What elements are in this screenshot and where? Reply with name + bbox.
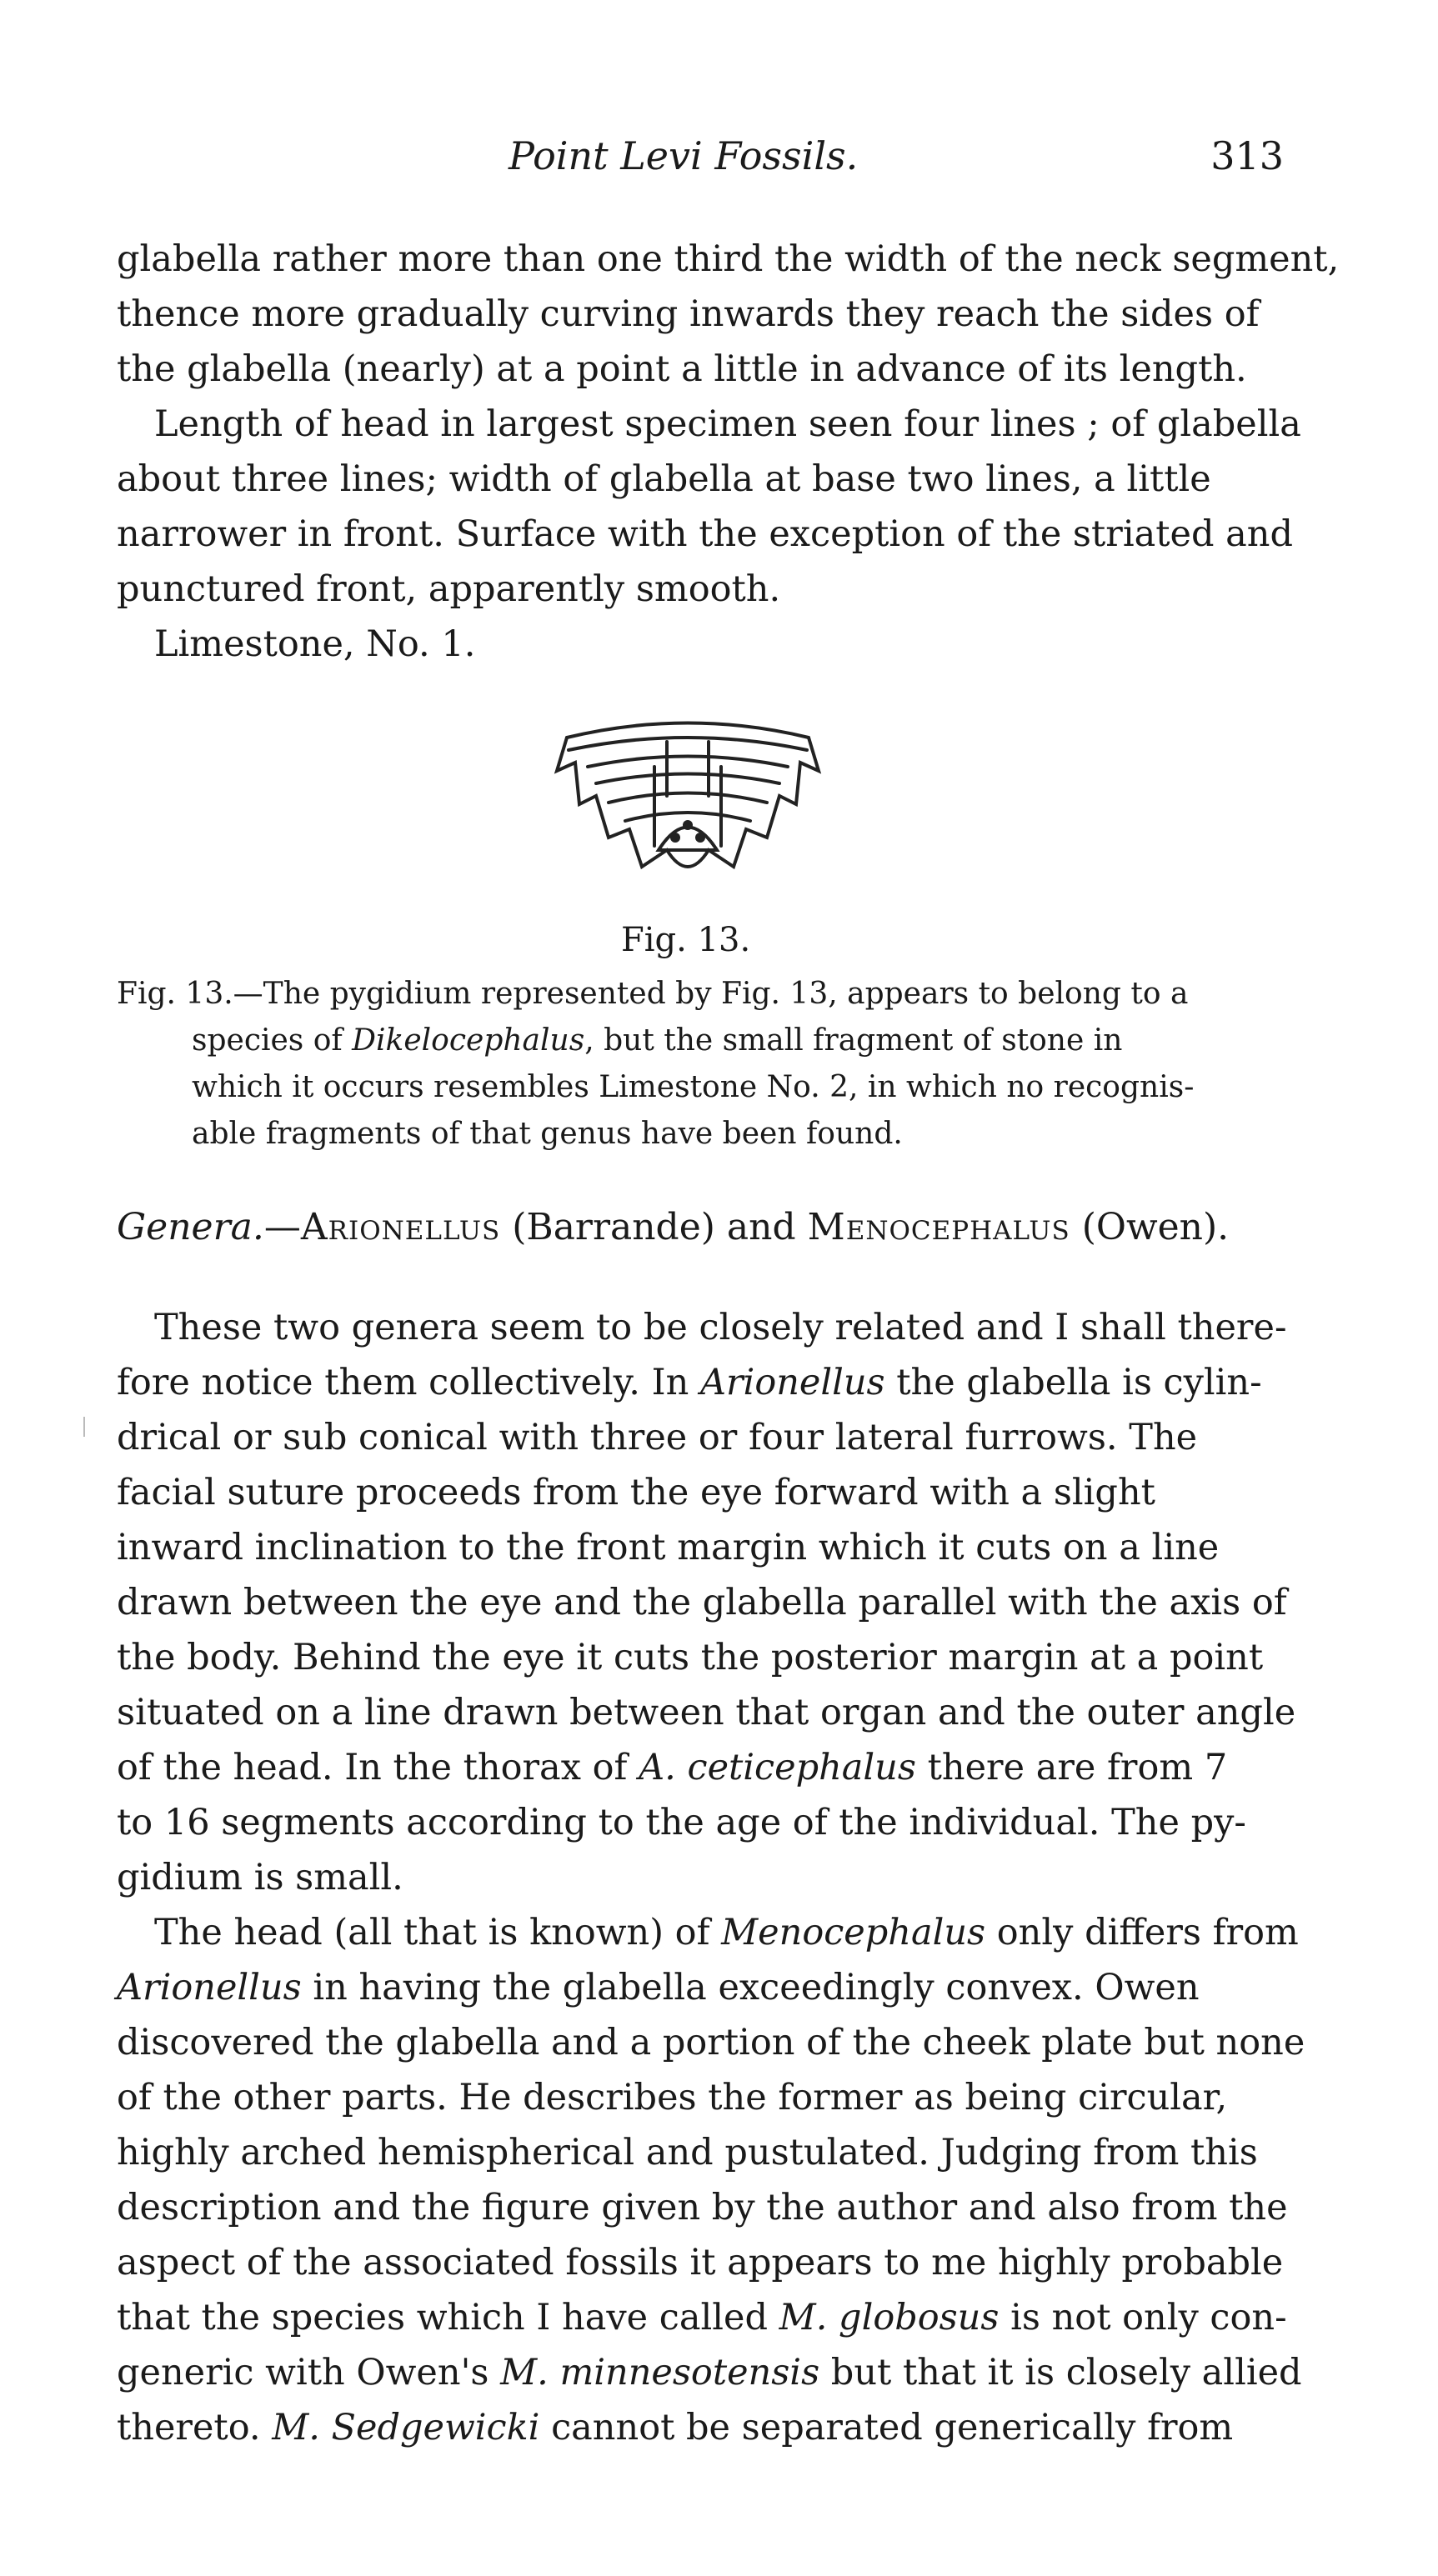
- text-line: the body. Behind the eye it cuts the posterior margin at a point: [117, 1637, 1264, 1678]
- text-line: of the other parts. He describes the former as being circular,: [117, 2077, 1228, 2118]
- caption-line: Fig. 13.—The pygidium represented by Fig. 13, appears to belong to a: [117, 977, 1189, 1011]
- heading-genera: Genera.: [117, 1206, 264, 1248]
- species-name: M. Sedgewicki: [272, 2407, 540, 2448]
- running-title: Point Levi Fossils.: [509, 133, 859, 178]
- text-line: fore notice them collectively. In Arionellus the glabella is cylin-: [117, 1362, 1262, 1403]
- text-line: narrower in front. Surface with the exception of the striated and: [117, 513, 1294, 555]
- text-line: facial suture proceeds from the eye forward with a slight: [117, 1472, 1155, 1513]
- text-line: inward inclination to the front margin which it cuts on a line: [117, 1527, 1220, 1568]
- pygidium-figure: [550, 704, 825, 896]
- species-name: A. ceticephalus: [639, 1747, 916, 1788]
- text-line: The head (all that is known) of Menocephalus only differs from: [154, 1912, 1299, 1953]
- text-line: aspect of the associated fossils it appears to me highly probable: [117, 2242, 1284, 2283]
- text-line: of the head. In the thorax of A. ceticephalus there are from 7: [117, 1747, 1228, 1788]
- paragraph-continuation: [117, 232, 1340, 397]
- text-line: generic with Owen's M. minnesotensis but that it is closely allied: [117, 2352, 1302, 2393]
- species-name: M. globosus: [779, 2297, 1000, 2338]
- page-number: 313: [1210, 133, 1284, 178]
- text-line: drawn between the eye and the glabella parallel with the axis of: [117, 1582, 1287, 1623]
- locality-line: Limestone, No. 1.: [154, 623, 476, 665]
- paragraph-genera: [117, 1300, 1296, 1905]
- genus-name: Menocephalus: [721, 1912, 986, 1953]
- genus-arionellus: Arionellus: [300, 1206, 501, 1248]
- text-line: about three lines; width of glabella at base two lines, a little: [117, 458, 1211, 500]
- text-line: discovered the glabella and a portion of the cheek plate but none: [117, 2022, 1305, 2063]
- genus-name: Arionellus: [117, 1967, 302, 2008]
- figure-caption: [117, 971, 1284, 1158]
- text-line: glabella rather more than one third the width of the neck segment,: [117, 238, 1340, 280]
- figure-label: Fig. 13.: [621, 921, 751, 959]
- page-header: [117, 133, 1284, 200]
- genus-name: Dikelocephalus: [352, 1023, 585, 1058]
- text-line: thereto. M. Sedgewicki cannot be separated generically from: [117, 2407, 1234, 2448]
- text-line: highly arched hemispherical and pustulated. Judging from this: [117, 2132, 1258, 2173]
- text-line: Arionellus in having the glabella exceedingly convex. Owen: [117, 1967, 1200, 2008]
- caption-line: able fragments of that genus have been found.: [192, 1117, 903, 1151]
- text-line: that the species which I have called M. globosus is not only con-: [117, 2297, 1287, 2338]
- paragraph-menocephalus: [117, 1905, 1305, 2455]
- text-line: thence more gradually curving inwards they reach the sides of: [117, 293, 1260, 335]
- text-line: the glabella (nearly) at a point a little in advance of its length.: [117, 348, 1247, 390]
- text-line: to 16 segments according to the age of the individual. The py-: [117, 1802, 1246, 1843]
- text-line: drical or sub conical with three or four lateral furrows. The: [117, 1417, 1198, 1458]
- text-line: gidium is small.: [117, 1857, 403, 1898]
- genus-menocephalus: Menocephalus: [807, 1206, 1070, 1248]
- text-line: punctured front, apparently smooth.: [117, 568, 781, 610]
- heading-line: Genera.—Arionellus (Barrande) and Menocephalus (Owen).: [117, 1206, 1230, 1248]
- caption-line: species of Dikelocephalus, but the small fragment of stone in: [192, 1023, 1123, 1058]
- text-line: description and the figure given by the author and also from the: [117, 2187, 1288, 2228]
- margin-mark: [83, 1417, 85, 1437]
- paragraph-dimensions: [117, 397, 1301, 672]
- section-heading: [117, 1200, 1284, 1255]
- caption-line: which it occurs resembles Limestone No. 2, in which no recognis-: [192, 1070, 1195, 1104]
- text-line: situated on a line drawn between that organ and the outer angle: [117, 1692, 1296, 1733]
- text-line: Length of head in largest specimen seen four lines ; of glabella: [154, 403, 1301, 445]
- species-name: M. minnesotensis: [500, 2352, 820, 2393]
- text-line: These two genera seem to be closely related and I shall there-: [154, 1307, 1287, 1348]
- genus-name: Arionellus: [699, 1362, 885, 1403]
